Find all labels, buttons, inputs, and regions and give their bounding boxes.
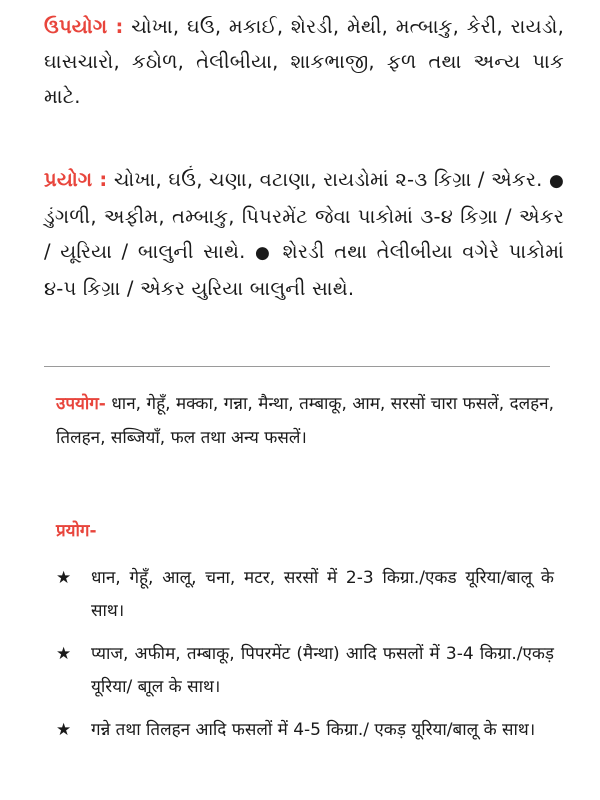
hindi-use-paragraph (56, 387, 554, 455)
section-divider (44, 366, 550, 367)
list-item-text: धान, गेहूँ, आलू, चना, मटर, सरसों में 2-3 किग्रा./एकड यूरिया/बालू के साथ। (91, 568, 554, 621)
gujarati-apply-text-3: શેરડી તથા તેલીબીયા વગેરે પાકોમાં ૪-૫ કિગ્રા / એકર યુરિયા બાલુની સાથે. (44, 240, 564, 300)
list-item (56, 638, 554, 704)
hindi-use-text: धान, गेहूँ, मक्का, गन्ना, मैन्था, तम्बाकू, आम, सरसों चारा फसलें, दलहन, तिलहन, सब्जियाँ, फल तथा अन्य फसलें। (56, 394, 554, 448)
gujarati-use-label: ઉપયોગ : (44, 15, 124, 38)
hindi-apply-list (56, 562, 554, 757)
list-item-text: प्याज, अफीम, तम्बाकू, पिपरमेंट (मैन्था) आदि फसलों में 3-4 किग्रा./एकड़ यूरिया/ बाूल के साथ। (91, 644, 554, 697)
gujarati-use-paragraph (44, 9, 564, 114)
gujarati-apply-label: પ્રયોગ : (44, 168, 108, 191)
gujarati-apply-paragraph (44, 162, 564, 306)
gujarati-apply-text-2: ડુંગળી, અફીમ, તમ્બાકુ, પિપરમેંટ જેવા પાકોમાં ૩-૪ કિગ્રા / એકર / યૂરિયા / બાલુની સાથે. (44, 205, 564, 263)
list-item-text: गन्ने तथा तिलहन आदि फसलों में 4-5 किग्रा./ एकड़ यूरिया/बालू के साथ। (91, 720, 536, 740)
gujarati-apply-text-1: ચોખા, ઘઉં, ચણા, વટાણા, રાયડોમાં ૨-૩ કિગ્રા / એકર. (113, 168, 543, 191)
hindi-apply-label: प्रयोग- (56, 521, 97, 541)
gujarati-use-text: ચોખા, ઘઉ, મકાઈ, શેરડી, મેથી, મત્બાકુ, કેરી, રાયડો, ઘાસચારો, કઠોળ, તેલીબીયા, શાકભાજી, ફળ તથા અન્ય પાક માટે. (44, 15, 564, 108)
bullet-icon: ● (255, 243, 274, 263)
bullet-icon: ● (548, 171, 564, 191)
star-icon: ★ (56, 720, 72, 740)
list-item (56, 714, 554, 747)
list-item (56, 562, 554, 628)
hindi-use-label: उपयोग- (56, 394, 106, 414)
star-icon: ★ (56, 644, 72, 664)
star-icon: ★ (56, 568, 72, 588)
